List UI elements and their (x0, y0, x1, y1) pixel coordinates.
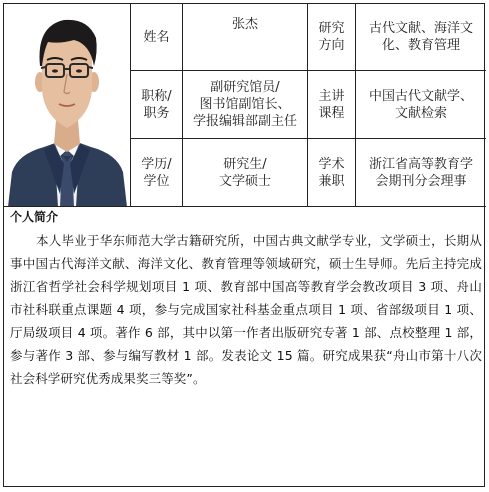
title-value: 副研究馆员/ 图书馆副馆长、 学报编辑部副主任 (192, 80, 297, 129)
title-label: 职称/ 职务 (141, 88, 172, 121)
edu-value: 研究生/ 文学硕士 (218, 156, 271, 189)
edu-label: 学历/ 学位 (141, 156, 172, 189)
direction-label-cell (308, 4, 356, 71)
profile-table (3, 3, 485, 487)
name-label-cell (131, 4, 183, 71)
direction-label: 研究 方向 (318, 21, 345, 53)
portrait-illustration (4, 4, 131, 207)
name-value: 张杰 (231, 17, 258, 32)
direction-value: 古代文献、海洋文 化、教育管理 (368, 21, 473, 53)
portrait-photo (4, 4, 131, 207)
society-label-cell (308, 139, 356, 207)
bio-heading: 个人简介 (10, 210, 59, 224)
direction-value-cell (356, 4, 486, 71)
title-label-cell (131, 71, 183, 139)
course-label-cell (308, 71, 356, 139)
name-value-cell (183, 4, 308, 71)
edu-label-cell (131, 139, 183, 207)
course-label: 主讲 课程 (318, 88, 345, 121)
society-value-cell (356, 139, 486, 207)
society-label: 学术 兼职 (318, 156, 345, 189)
society-value: 浙江省高等教育学 会期刊分会理事 (368, 156, 473, 189)
course-value: 中国古代文献学、 文献检索 (368, 88, 473, 121)
title-value-cell (183, 71, 308, 139)
course-value-cell (356, 71, 486, 139)
bio-section (4, 207, 486, 488)
edu-value-cell (183, 139, 308, 207)
bio-text: 本人毕业于华东师范大学古籍研究所，中国古典文献学专业，文学硕士，长期从事中国古代海洋文献、海洋文化、教育管理等领域研究，硕士生导师。先后主持完成浙江省哲学社会科学规划项目 1 项、教育部中国高等教育学会教改项目 3 项、舟山市社科联重点课题 4 项，参与完成国家社科基金重点项目 1 项、省部级项目 1 项、厅局级项目 4 项。著作 6 部，其中以第一作者出版研究专著 1 部、点校整理 1 部，参与著作 3 部、参与编写教材 1 部。发表论文 15 篇。研究成果获“舟山市第十八次社会科学研究优秀成果奖三等奖”。 (10, 233, 482, 386)
name-label: 姓名 (143, 29, 170, 45)
